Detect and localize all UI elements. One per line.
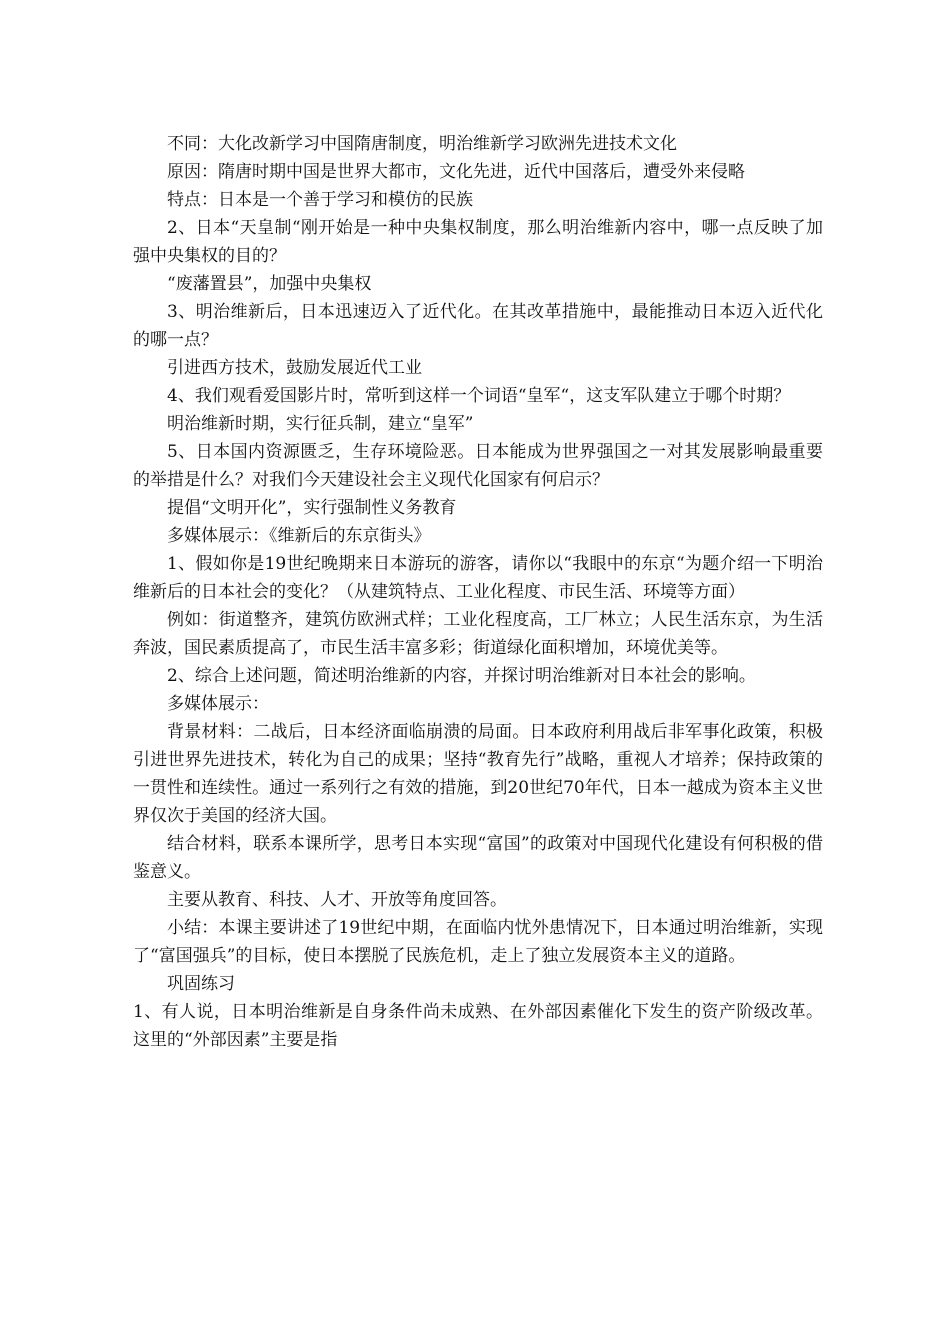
tokyo-question-1: 1、假如你是19世纪晚期来日本游玩的游客，请你以“我眼中的东京“为题介绍一下明治维新后的日本社会的变化？（从建筑特点、工业化程度、市民生活、环境等方面） bbox=[133, 554, 823, 602]
material-answer-hint: 主要从教育、科技、人才、开放等角度回答。 bbox=[167, 890, 507, 910]
question-3: 3、明治维新后，日本迅速迈入了近代化。在其改革措施中，最能推动日本迈入近代化的哪一点？ bbox=[133, 302, 823, 350]
comparison-feature: 特点：日本是一个善于学习和模仿的民族 bbox=[167, 190, 473, 210]
question-2: 2、日本“天皇制“刚开始是一种中央集权制度，那么明治维新内容中，哪一点反映了加强中央集权的目的？ bbox=[133, 218, 823, 266]
question-5: 5、日本国内资源匮乏，生存环境险恶。日本能成为世界强国之一对其发展影响最重要的举措是什么？对我们今天建设社会主义现代化国家有何启示？ bbox=[133, 442, 823, 490]
answer-3: 引进西方技术，鼓励发展近代工业 bbox=[167, 358, 422, 378]
answer-4: 明治维新时期，实行征兵制，建立“皇军” bbox=[167, 414, 474, 434]
material-question: 结合材料，联系本课所学，思考日本实现“富国”的政策对中国现代化建设有何积极的借鉴意义。 bbox=[133, 834, 823, 882]
comparison-reason: 原因：隋唐时期中国是世界大都市，文化先进，近代中国落后，遭受外来侵略 bbox=[167, 162, 745, 182]
answer-2: “废藩置县”，加强中央集权 bbox=[167, 274, 372, 294]
exercise-heading: 巩固练习 bbox=[167, 974, 235, 994]
exercise-question-1: 1、有人说，日本明治维新是自身条件尚未成熟、在外部因素催化下发生的资产阶级改革。这里的“外部因素”主要是指 bbox=[133, 1002, 823, 1050]
question-4: 4、我们观看爱国影片时，常听到这样一个词语“皇军“，这支军队建立于哪个时期？ bbox=[167, 386, 791, 406]
multimedia-heading-1: 多媒体展示：《维新后的东京街头》 bbox=[167, 526, 431, 546]
document-body bbox=[133, 130, 823, 1054]
background-material: 背景材料：二战后，日本经济面临崩溃的局面。日本政府利用战后非军事化政策，积极引进世界先进技术，转化为自己的成果；坚持“教育先行”战略，重视人才培养；保持政策的一贯性和连续性。通过一系列行之有效的措施，到20世纪70年代，日本一越成为资本主义世界仅次于美国的经济大国。 bbox=[133, 722, 823, 826]
tokyo-example-answer: 例如：街道整齐，建筑仿欧洲式样；工业化程度高，工厂林立；人民生活东京，为生活奔波，国民素质提高了，市民生活丰富多彩；街道绿化面积增加，环境优美等。 bbox=[133, 610, 823, 658]
lesson-summary: 小结：本课主要讲述了19世纪中期，在面临内忧外患情况下，日本通过明治维新，实现了“富国强兵”的目标，使日本摆脱了民族危机，走上了独立发展资本主义的道路。 bbox=[133, 918, 823, 966]
comparison-difference: 不同：大化改新学习中国隋唐制度，明治维新学习欧洲先进技术文化 bbox=[167, 134, 677, 154]
tokyo-question-2: 2、综合上述问题，简述明治维新的内容，并探讨明治维新对日本社会的影响。 bbox=[167, 666, 756, 686]
answer-5: 提倡“文明开化”，实行强制性义务教育 bbox=[167, 498, 457, 518]
multimedia-heading-2: 多媒体展示： bbox=[167, 694, 269, 714]
